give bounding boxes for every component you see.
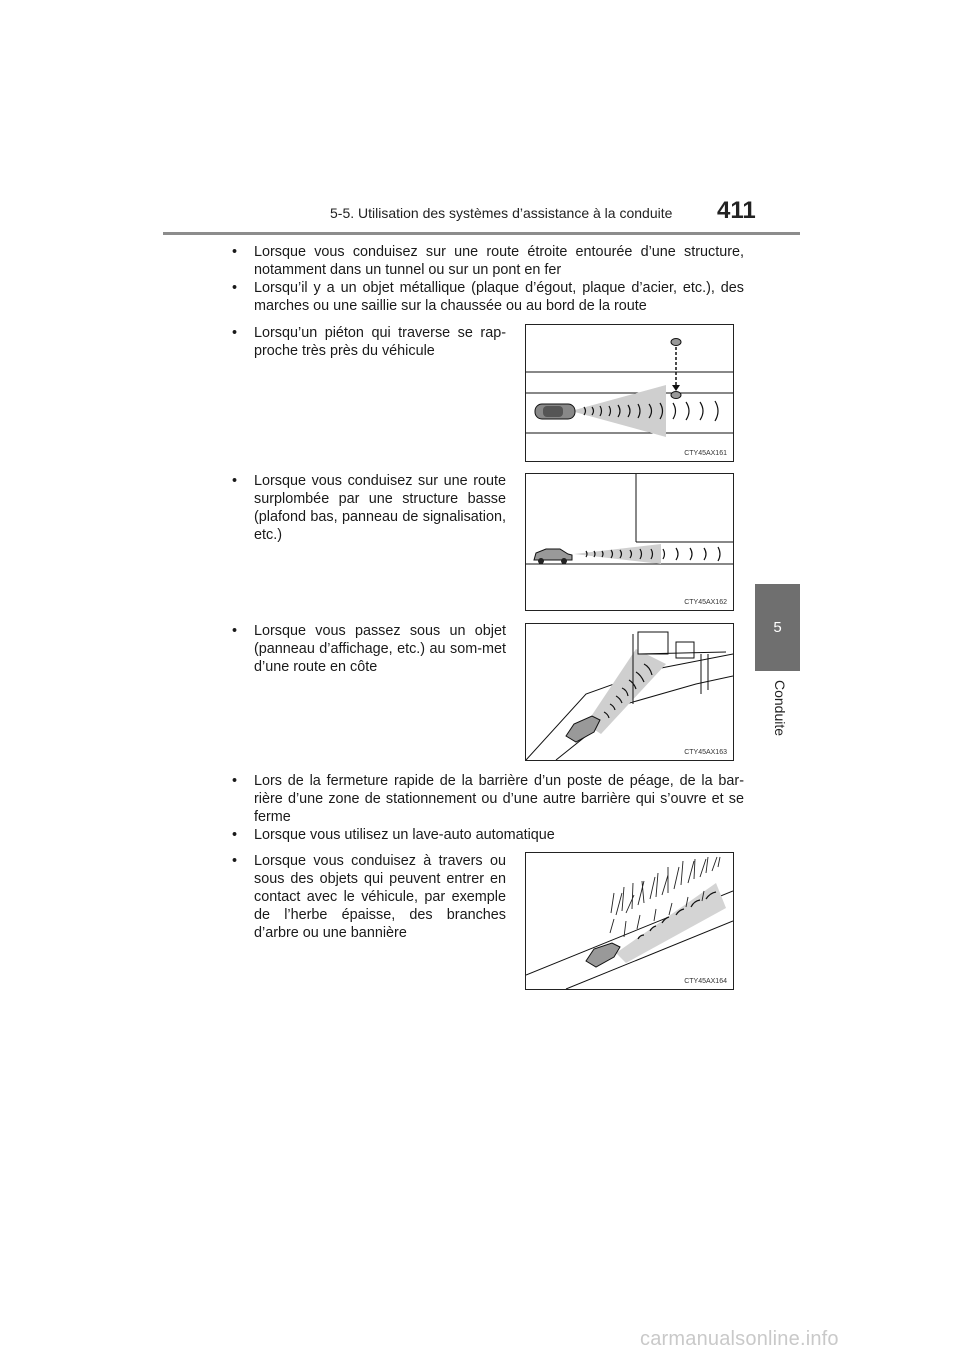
bullet-marker: • bbox=[232, 325, 238, 341]
bullet-text: Lorsqu’un piéton qui traverse se rap-proche très près du véhicule bbox=[254, 325, 506, 359]
bullet-item bbox=[232, 772, 744, 826]
chapter-tab: 5 bbox=[755, 584, 800, 671]
bullet-marker: • bbox=[232, 280, 238, 296]
figure-code: CTY45AX163 bbox=[684, 749, 727, 756]
chapter-label: Conduite bbox=[772, 680, 788, 737]
bullet-marker: • bbox=[232, 473, 238, 489]
bullet-marker: • bbox=[232, 853, 238, 869]
bullet-text: Lorsque vous passez sous un objet (panneau d’affichage, etc.) au som-met d’une route en côte bbox=[254, 623, 506, 675]
figure-grass bbox=[525, 852, 734, 990]
bullet-marker: • bbox=[232, 623, 238, 639]
bullet-item bbox=[232, 622, 506, 676]
figure-signboard bbox=[525, 623, 734, 761]
pedestrian-crossing-illustration bbox=[526, 325, 733, 461]
bullet-text: Lorsque vous utilisez un lave-auto automatique bbox=[254, 827, 555, 843]
bullet-marker: • bbox=[232, 827, 238, 843]
uphill-signboard-illustration bbox=[526, 624, 733, 760]
figure-pedestrian bbox=[525, 324, 734, 462]
bullet-item bbox=[232, 243, 744, 279]
section-title: 5-5. Utilisation des systèmes d’assistance à la conduite bbox=[330, 205, 673, 221]
bullet-marker: • bbox=[232, 244, 238, 260]
bullet-item bbox=[232, 826, 744, 844]
header-rule bbox=[163, 232, 800, 235]
watermark: carmanualsonline.info bbox=[640, 1328, 839, 1350]
bullet-text: Lorsque vous conduisez à travers ou sous des objets qui peuvent entrer en contact avec le véhicule, par exemple de l’herbe épaisse, des branches d’arbre ou une bannière bbox=[254, 853, 506, 941]
figure-code: CTY45AX164 bbox=[684, 978, 727, 985]
figure-code: CTY45AX161 bbox=[684, 450, 727, 457]
bullet-text: Lors de la fermeture rapide de la barrière d’un poste de péage, de la bar-rière d’une zone de stationnement ou d’une autre barrière qui s’ouvre et se ferme bbox=[254, 773, 744, 825]
bullet-item bbox=[232, 472, 506, 544]
tall-grass-branches-illustration bbox=[526, 853, 733, 989]
bullet-text: Lorsqu’il y a un objet métallique (plaque d’égout, plaque d’acier, etc.), des marches ou une saillie sur la chaussée ou au bord de la route bbox=[254, 280, 744, 314]
page-number: 411 bbox=[717, 197, 756, 224]
figure-overhead bbox=[525, 473, 734, 611]
bullet-text: Lorsque vous conduisez sur une route surplombée par une structure basse (plafond bas, panneau de signalisation, etc.) bbox=[254, 473, 506, 543]
low-overhead-structure-illustration bbox=[526, 474, 733, 610]
bullet-marker: • bbox=[232, 773, 238, 789]
bullet-text: Lorsque vous conduisez sur une route étroite entourée d’une structure, notamment dans un tunnel ou sur un pont en fer bbox=[254, 244, 744, 278]
figure-code: CTY45AX162 bbox=[684, 599, 727, 606]
bullet-item bbox=[232, 852, 506, 942]
bullet-item bbox=[232, 279, 744, 315]
bullet-item bbox=[232, 324, 506, 360]
